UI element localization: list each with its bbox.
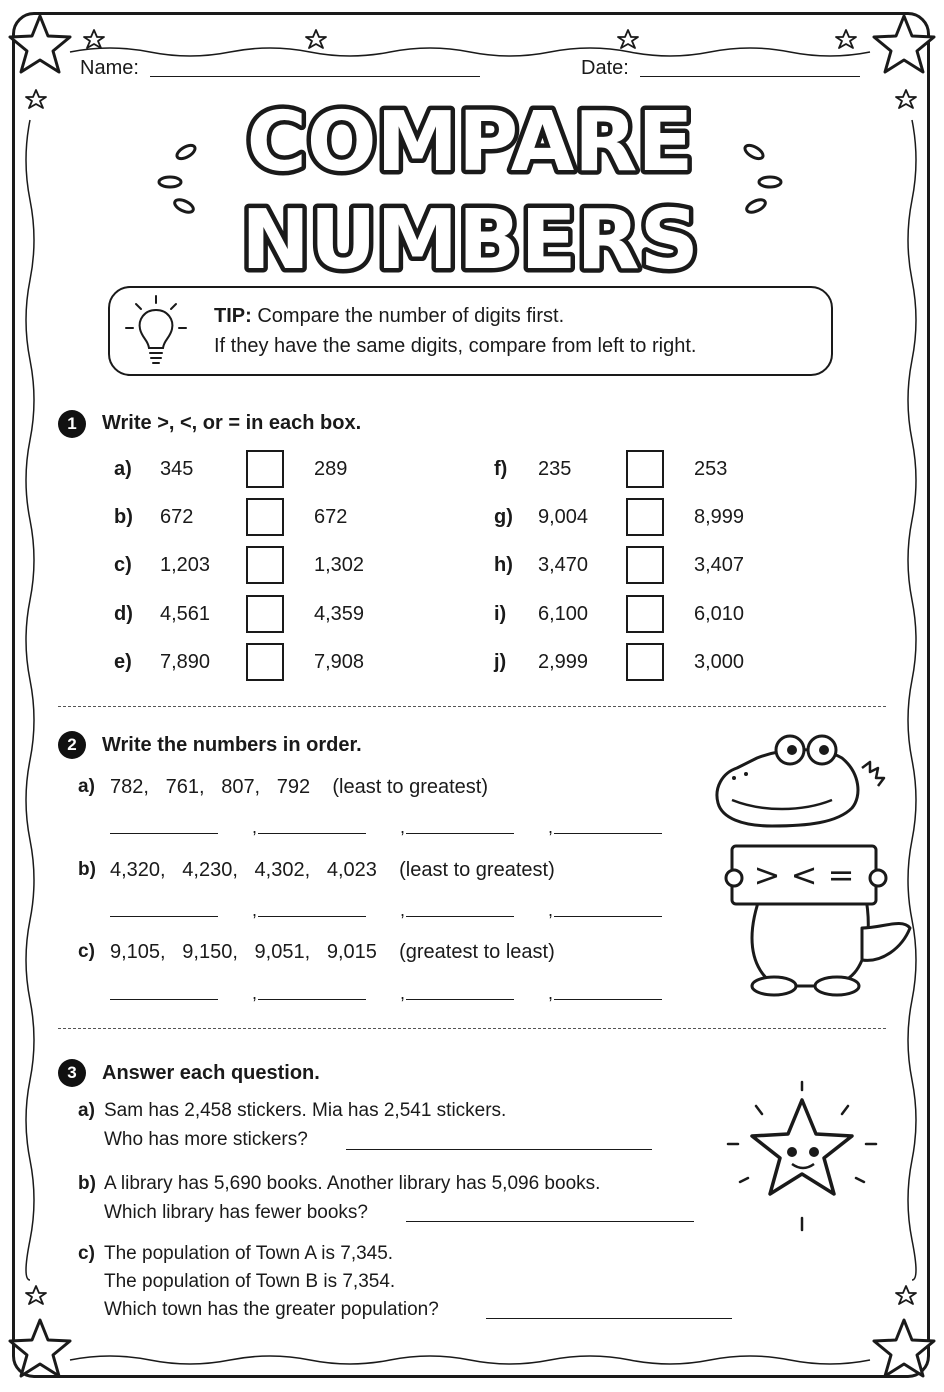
question-a-line1: Sam has 2,458 stickers. Mia has 2,541 stickers. — [104, 1100, 507, 1121]
separator-comma: , — [548, 983, 554, 1003]
item-label: h) — [494, 554, 513, 576]
item-label: b) — [78, 859, 96, 880]
tip-line1-text: Compare the number of digits first. — [251, 305, 565, 327]
left-number: 2,999 — [538, 651, 589, 673]
item-label: a) — [78, 776, 95, 797]
compare-answer-box[interactable] — [246, 595, 284, 633]
page-title — [150, 82, 790, 282]
compare-answer-box[interactable] — [246, 498, 284, 536]
question-b-line2: Which library has fewer books? — [104, 1202, 368, 1223]
order-answer-blank[interactable] — [406, 999, 514, 1000]
item-label: f) — [494, 458, 508, 480]
section2-title: Write the numbers in order. — [102, 734, 362, 756]
section3-number: 3 — [58, 1059, 86, 1087]
order-answer-blank[interactable] — [258, 916, 366, 917]
divider — [58, 1028, 886, 1029]
right-number: 6,010 — [694, 603, 745, 625]
separator-comma: , — [252, 817, 258, 837]
tip-line2: If they have the same digits, compare from left to right. — [214, 335, 697, 357]
item-label: b) — [114, 506, 133, 528]
section2-number: 2 — [58, 731, 86, 759]
left-number: 672 — [160, 506, 194, 528]
item-label: c) — [78, 941, 95, 962]
left-number: 6,100 — [538, 603, 589, 625]
smiling-star-icon — [724, 1078, 880, 1234]
question-c-line3: Which town has the greater population? — [104, 1299, 439, 1320]
separator-comma: , — [400, 983, 406, 1003]
answer-b-field[interactable] — [406, 1221, 694, 1222]
item-label: i) — [494, 603, 507, 625]
right-number: 3,407 — [694, 554, 745, 576]
number-sequence: 4,320, 4,230, 4,302, 4,023 (least to greatest) — [110, 859, 555, 881]
item-label: e) — [114, 651, 132, 673]
order-answer-blank[interactable] — [110, 916, 218, 917]
right-number: 4,359 — [314, 603, 365, 625]
order-answer-blank[interactable] — [258, 833, 366, 834]
right-number: 253 — [694, 458, 728, 480]
right-number: 289 — [314, 458, 348, 480]
date-label: Date: — [581, 57, 629, 79]
section3-title: Answer each question. — [102, 1062, 320, 1084]
compare-answer-box[interactable] — [626, 643, 664, 681]
right-number: 3,000 — [694, 651, 745, 673]
order-answer-blank[interactable] — [258, 999, 366, 1000]
right-number: 672 — [314, 506, 348, 528]
left-number: 9,004 — [538, 506, 589, 528]
crocodile-icon — [712, 728, 912, 1000]
right-number: 8,999 — [694, 506, 745, 528]
right-number: 7,908 — [314, 651, 365, 673]
separator-comma: , — [548, 817, 554, 837]
separator-comma: , — [548, 900, 554, 920]
question-c-line1: The population of Town A is 7,345. — [104, 1243, 394, 1264]
title-line2: NUMBERS — [241, 193, 699, 282]
item-label: a) — [114, 458, 132, 480]
right-number: 1,302 — [314, 554, 365, 576]
order-answer-blank[interactable] — [406, 833, 514, 834]
compare-answer-box[interactable] — [626, 595, 664, 633]
separator-comma: , — [400, 900, 406, 920]
compare-answer-box[interactable] — [626, 450, 664, 488]
left-number: 3,470 — [538, 554, 589, 576]
order-answer-blank[interactable] — [110, 999, 218, 1000]
compare-answer-box[interactable] — [626, 546, 664, 584]
order-answer-blank[interactable] — [554, 916, 662, 917]
section1-number: 1 — [58, 410, 86, 438]
compare-answer-box[interactable] — [626, 498, 664, 536]
divider — [58, 706, 886, 707]
question-c-line2: The population of Town B is 7,354. — [104, 1271, 396, 1292]
item-label: g) — [494, 506, 513, 528]
date-field[interactable] — [640, 76, 860, 77]
order-answer-blank[interactable] — [406, 916, 514, 917]
question-label: b) — [78, 1173, 96, 1194]
order-answer-blank[interactable] — [554, 833, 662, 834]
lightbulb-icon — [124, 292, 188, 368]
tip-label: TIP: — [214, 305, 252, 327]
left-number: 7,890 — [160, 651, 211, 673]
sign-text: > < = — [753, 856, 855, 894]
tip-box — [108, 286, 833, 376]
order-answer-blank[interactable] — [110, 833, 218, 834]
item-label: c) — [114, 554, 132, 576]
order-answer-blank[interactable] — [554, 999, 662, 1000]
tip-line1 — [214, 305, 564, 328]
separator-comma: , — [252, 983, 258, 1003]
title-line1: COMPARE — [246, 95, 694, 190]
left-number: 4,561 — [160, 603, 211, 625]
left-number: 1,203 — [160, 554, 211, 576]
section1-title: Write >, <, or = in each box. — [102, 412, 362, 434]
question-b-line1: A library has 5,690 books. Another library has 5,096 books. — [104, 1173, 601, 1194]
question-a-line2: Who has more stickers? — [104, 1129, 308, 1150]
left-number: 235 — [538, 458, 572, 480]
item-label: j) — [494, 651, 507, 673]
question-label: a) — [78, 1100, 95, 1121]
answer-c-field[interactable] — [486, 1318, 732, 1319]
name-field[interactable] — [150, 76, 480, 77]
number-sequence: 782, 761, 807, 792 (least to greatest) — [110, 776, 489, 798]
left-number: 345 — [160, 458, 194, 480]
compare-answer-box[interactable] — [246, 450, 284, 488]
separator-comma: , — [252, 900, 258, 920]
answer-a-field[interactable] — [346, 1149, 652, 1150]
compare-answer-box[interactable] — [246, 546, 284, 584]
question-label: c) — [78, 1243, 95, 1264]
compare-answer-box[interactable] — [246, 643, 284, 681]
name-label: Name: — [80, 57, 139, 79]
item-label: d) — [114, 603, 133, 625]
number-sequence: 9,105, 9,150, 9,051, 9,015 (greatest to least) — [110, 941, 555, 963]
separator-comma: , — [400, 817, 406, 837]
